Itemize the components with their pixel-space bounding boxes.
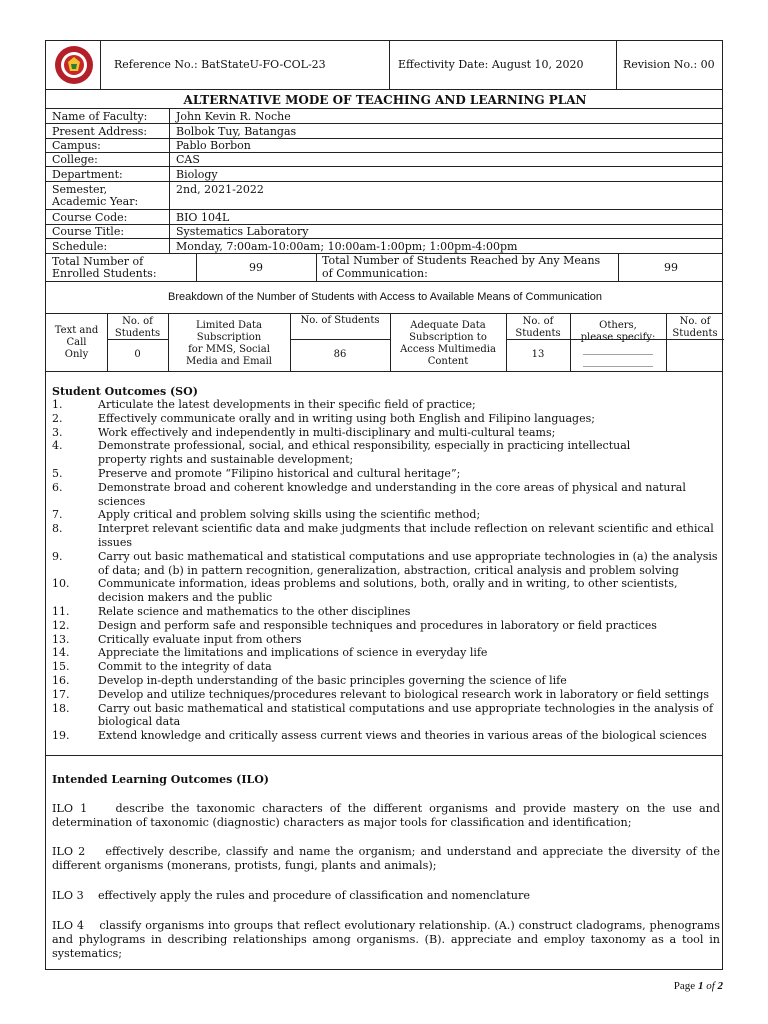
limited-data-label: Limited Data Subscription for MMS, Social Media and Email [185,320,273,367]
so-item-number: 18. [52,701,70,715]
so-item-number: 9. [52,549,63,563]
so-item-number: 7. [52,508,63,522]
so-item-text: Develop and utilize techniques/procedures relevant to biological research work in laboratory or field settings [98,687,710,701]
address-label: Present Address: [52,125,148,138]
reached-label-2: of Communication: [322,267,428,280]
campus-label: Campus: [52,139,101,152]
reference-number: Reference No.: BatStateU-FO-COL-23 [114,58,326,71]
revision-number: Revision No.: 00 [623,58,715,71]
schedule-value: Monday, 7:00am-10:00am; 10:00am-1:00pm; 1:00pm-4:00pm [176,240,518,253]
college-value: CAS [176,153,200,166]
so-item-text: Critically evaluate input from others [98,632,302,646]
text-call-value: 0 [134,349,141,360]
so-item-number: 14. [52,646,70,660]
so-item-text: Carry out basic mathematical and statistical computations and use appropriate technologies in the analysis of [98,701,714,715]
so-item-number: 19. [52,729,70,743]
semester-label: Semester, [52,183,108,196]
so-item-text: Extend knowledge and critically assess current views and theories in various areas of the biological sciences [98,729,707,743]
adequate-value: 13 [531,349,545,360]
so-item-text: decision makers and the public [98,591,273,605]
so-item-number: 15. [52,660,70,674]
so-item-text: Preserve and promote “Filipino historical and cultural heritage”; [98,467,461,480]
semester-value: 2nd, 2021-2022 [176,183,264,196]
department-label: Department: [52,168,123,181]
text-call-students-header: No. of Students [114,316,161,339]
ilo-item: ILO 2 effectively describe, classify and name the organism; and understand and appreciate the diversity of the different organisms (monerans, protists, fungi, plants and animals); [52,845,721,872]
campus-value: Pablo Borbon [176,139,251,152]
so-item-number: 3. [52,425,63,439]
so-item-text: Interpret relevant scientific data and make judgments that include reflection on relevant scientific and ethical [98,522,714,536]
academic-year-label: Academic Year: [52,195,139,208]
so-item-text: Articulate the latest developments in their specific field of practice; [98,398,476,411]
so-item-text: Effectively communicate orally and in writing using both English and Filipino languages; [98,411,595,425]
so-item-text: Demonstrate professional, social, and ethical responsibility, especially in practicing intellectual [98,439,631,453]
so-item-number: 16. [52,674,70,687]
others-students-header: No. of Students [672,316,718,339]
university-seal-logo [54,45,94,85]
so-item-number: 10. [52,577,70,591]
enrolled-label-1: Total Number of [52,255,144,268]
faculty-value: John Kevin R. Noche [176,110,291,123]
so-item-text: biological data [98,715,181,729]
course-code-label: Course Code: [52,211,128,224]
ilo-item: ILO 4 classify organisms into groups that reflect evolutionary relationship. (A.) construct cladograms, phenograms and phylograms in describing relationships among organisms. (B). appreciate and employ taxonomy as a tool in systematics; [52,919,720,960]
so-item-number: 11. [52,605,70,618]
so-item-number: 2. [52,411,63,425]
so-item-text: sciences [98,494,146,508]
adequate-data-label: Adequate Data Subscription to Access Multimedia Content [400,320,496,367]
effectivity-date: Effectivity Date: August 10, 2020 [398,58,584,71]
so-item-text: Communicate information, ideas problems and solutions, both, orally and in writing, to other scientists, [98,577,678,591]
reached-label-1: Total Number of Students Reached by Any Means [322,254,601,267]
so-item-text: Appreciate the limitations and implications of science in everyday life [98,646,488,660]
so-item-text: property rights and sustainable development; [98,453,354,467]
course-code-value: BIO 104L [176,211,230,224]
others-label: Others, please specify: [580,320,656,343]
so-item-text: Develop in-depth understanding of the basic principles governing the science of life [98,674,567,687]
course-title-label: Course Title: [52,225,125,238]
so-item-number: 13. [52,632,70,646]
limited-students-header: No. of Students [300,315,380,326]
so-item-text: Relate science and mathematics to the other disciplines [98,605,411,618]
so-item-number: 6. [52,480,63,494]
so-item-text: of data; and (b) in pattern recognition, generalization, abstraction, critical analysis and problem solving [98,563,679,577]
college-label: College: [52,153,98,166]
ilo-heading: Intended Learning Outcomes (ILO) [52,773,270,786]
adequate-students-header: No. of Students [515,316,561,339]
enrolled-value: 99 [249,261,263,274]
reached-value: 99 [664,261,678,274]
enrolled-label-2: Enrolled Students: [52,267,157,280]
so-item-number: 5. [52,467,63,480]
so-item-text: Apply critical and problem solving skills using the scientific method; [98,508,481,522]
so-item-text: Commit to the integrity of data [98,660,272,674]
department-value: Biology [176,168,218,181]
so-item-text: Demonstrate broad and coherent knowledge and understanding in the core areas of physical and natural [98,480,686,494]
breakdown-title: Breakdown of the Number of Students with Access to Available Means of Communication [168,291,602,303]
so-item-number: 8. [52,522,63,536]
so-item-text: issues [98,536,133,549]
page-title: ALTERNATIVE MODE OF TEACHING AND LEARNING PLAN [183,93,587,107]
so-item-text: Carry out basic mathematical and statistical computations and use appropriate technologies in (a) the analysis [98,549,718,563]
so-item-text: Work effectively and independently in multi-disciplinary and multi-cultural teams; [98,425,556,439]
page-number: Page 1 of 2 [673,980,723,992]
course-title-value: Systematics Laboratory [176,225,309,238]
address-value: Bolbok Tuy, Batangas [176,125,297,138]
ilo-item: ILO 1 describe the taxonomic characters of the different organisms and provide mastery on the use and determination of taxonomic (diagnostic) characters as major tools for classification and identification; [52,802,720,829]
so-item-number: 12. [52,618,70,632]
others-specify-blank: ______________ ______________ [583,344,653,367]
schedule-label: Schedule: [52,240,108,253]
so-item-number: 1. [52,398,63,411]
so-item-number: 4. [52,439,63,453]
ilo-item: ILO 3 effectively apply the rules and procedure of classification and nomenclature [52,889,530,902]
so-item-text: Design and perform safe and responsible techniques and procedures in laboratory or field practices [98,618,657,632]
limited-value: 86 [333,349,347,360]
so-item-number: 17. [52,687,70,701]
so-heading: Student Outcomes (SO) [52,385,198,398]
faculty-label: Name of Faculty: [52,110,148,123]
document-frame [45,40,723,970]
text-call-label: Text and Call Only [54,325,99,360]
